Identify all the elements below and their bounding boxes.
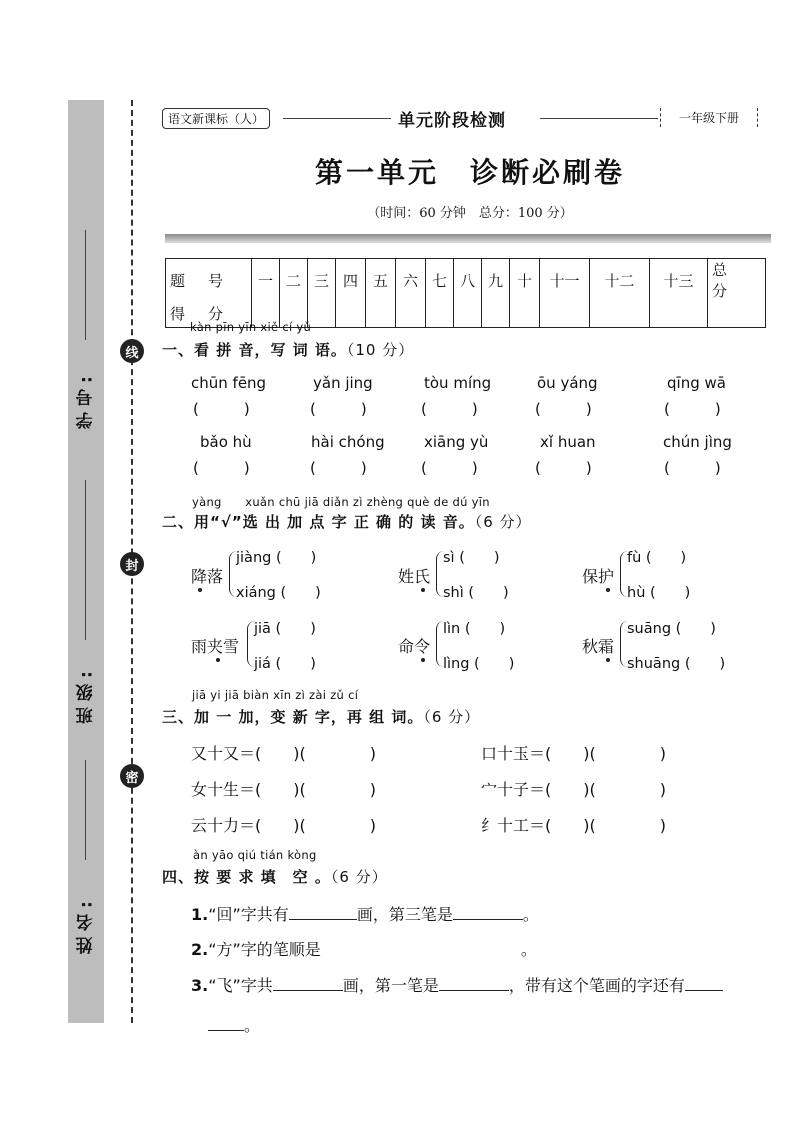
section2-points: （6 分） [474, 513, 532, 531]
reading-option[interactable]: jiá ( ) [254, 656, 316, 672]
q-text: “飞”字共 [208, 976, 273, 995]
pinyin-item: bǎo hù [200, 433, 252, 451]
score-cell[interactable] [366, 301, 396, 327]
answer-paren[interactable]: ( ) [535, 459, 592, 477]
section4-title-text: 四、按 要 求 填 空 。 [162, 868, 331, 886]
score-header-cell: 总 分 [708, 259, 766, 302]
answer-paren[interactable]: ( ) [310, 459, 367, 477]
score-header-cell: 十 [510, 259, 540, 302]
page-subtitle: （时间：60 分钟 总分：100 分） [367, 206, 573, 221]
combine-row[interactable]: 又十又＝( )( ) [191, 744, 376, 763]
answer-paren[interactable]: ( ) [421, 459, 478, 477]
header-title: 单元阶段检测 [398, 111, 506, 131]
emphasis-dot [421, 658, 425, 662]
pinyin-item: tòu míng [424, 374, 492, 392]
pinyin-item: chūn fēng [191, 374, 267, 392]
section4-pinyin: àn yāo qiú tián kòng [193, 848, 317, 862]
choice-word: 命令 [398, 637, 431, 656]
reading-option[interactable]: lìng ( ) [443, 656, 515, 672]
binding-strip [68, 100, 104, 1023]
score-row-label: 得 分 [166, 301, 252, 327]
reading-option[interactable]: shuāng ( ) [627, 656, 726, 672]
reading-option[interactable]: suāng ( ) [627, 621, 716, 637]
section1-title-text: 一、看 拼 音，写 词 语。 [162, 341, 347, 359]
q-number: 1. [191, 905, 209, 924]
combine-row[interactable]: 云十力＝( )( ) [191, 816, 376, 835]
section1-title [162, 339, 414, 360]
pinyin-item: ōu yáng [537, 374, 598, 392]
answer-paren[interactable]: ( ) [664, 459, 721, 477]
q-text: 。 [522, 905, 539, 924]
answer-paren[interactable]: ( ) [310, 400, 367, 418]
class-label: 班级: [76, 665, 97, 725]
choice-word: 秋霜 [582, 637, 615, 656]
id-line [85, 230, 86, 340]
score-header-cell: 五 [366, 259, 396, 302]
q-text: 画，第三笔是 [356, 905, 453, 924]
section3-title-text: 三、加 一 加，变 新 字，再 组 词。 [162, 708, 424, 726]
q-text: 画，第一笔是 [342, 976, 439, 995]
q-text: 。 [520, 940, 537, 959]
section3-title [162, 706, 480, 727]
choice-word: 降落 [191, 567, 224, 586]
fill-question-2 [191, 937, 537, 960]
score-cell[interactable] [650, 301, 708, 327]
answer-blank[interactable] [685, 977, 723, 991]
q-number: 3. [191, 976, 209, 995]
grade-tag: 一年级下册 [660, 108, 758, 127]
combine-row[interactable]: 纟十工＝( )( ) [481, 816, 666, 835]
class-line [85, 480, 86, 640]
answer-blank[interactable] [321, 941, 521, 955]
reading-option[interactable]: xiáng ( ) [236, 585, 321, 601]
pinyin-item: hài chóng [311, 433, 385, 451]
q-number: 2. [191, 940, 209, 959]
answer-blank[interactable] [453, 906, 523, 920]
reading-option[interactable]: jiàng ( ) [236, 550, 317, 566]
section3-pinyin: jiā yi jiā biàn xīn zì zài zǔ cí [192, 688, 359, 702]
answer-paren[interactable]: ( ) [535, 400, 592, 418]
score-cell[interactable] [396, 301, 426, 327]
score-header-cell: 九 [482, 259, 510, 302]
score-cell[interactable] [510, 301, 540, 327]
score-cell[interactable] [590, 301, 650, 327]
score-header-cell: 八 [454, 259, 482, 302]
emphasis-dot [606, 588, 610, 592]
answer-paren[interactable]: ( ) [664, 400, 721, 418]
combine-row[interactable]: 口十玉＝( )( ) [481, 744, 666, 763]
seal-line-mark: 线 [120, 339, 144, 363]
q-text: 。 [244, 1016, 261, 1035]
score-header-cell: 十二 [590, 259, 650, 302]
course-tag: 语文新课标（人） [162, 108, 270, 129]
seal-secret-mark: 密 [120, 764, 144, 788]
section2-title [162, 511, 532, 532]
pinyin-item: chún jìng [663, 433, 732, 451]
reading-option[interactable]: shì ( ) [443, 585, 509, 601]
score-header-cell: 题 号 [166, 259, 252, 302]
answer-blank[interactable] [289, 906, 357, 920]
pinyin-item: xǐ huan [540, 433, 596, 451]
answer-paren[interactable]: ( ) [421, 400, 478, 418]
score-table [165, 258, 766, 328]
answer-paren[interactable]: ( ) [193, 459, 250, 477]
score-header-cell: 二 [280, 259, 308, 302]
fill-question-3-cont [208, 1013, 260, 1036]
answer-blank[interactable] [208, 1017, 244, 1031]
pinyin-item: yǎn jing [313, 374, 373, 392]
score-cell[interactable] [482, 301, 510, 327]
score-cell[interactable] [708, 301, 766, 327]
emphasis-dot [421, 588, 425, 592]
reading-option[interactable]: jiā ( ) [254, 621, 316, 637]
section4-title [162, 866, 388, 887]
answer-paren[interactable]: ( ) [193, 400, 250, 418]
combine-row[interactable]: 宀十子＝( )( ) [481, 780, 666, 799]
score-header-cell: 一 [252, 259, 280, 302]
reading-option[interactable]: hù ( ) [627, 585, 691, 601]
reading-option[interactable]: sì ( ) [443, 550, 500, 566]
score-cell[interactable] [336, 301, 366, 327]
score-header-cell: 三 [308, 259, 336, 302]
score-cell[interactable] [540, 301, 590, 327]
score-header-cell: 七 [426, 259, 454, 302]
pinyin-item: xiāng yù [424, 433, 489, 451]
reading-option[interactable]: lìn ( ) [443, 621, 506, 637]
score-header-row [166, 259, 766, 302]
header-rule-left [283, 118, 391, 119]
q-text: “方”字的笔顺是 [208, 940, 321, 959]
score-header-cell: 十三 [650, 259, 708, 302]
emphasis-dot [606, 658, 610, 662]
score-cell[interactable] [454, 301, 482, 327]
score-cell[interactable] [308, 301, 336, 327]
section4-points: （6 分） [330, 868, 388, 886]
header-rule-right [540, 118, 658, 119]
score-header-cell: 四 [336, 259, 366, 302]
section3-points: （6 分） [423, 708, 481, 726]
page-title: 第一单元 诊断必刷卷 [314, 156, 625, 189]
combine-row[interactable]: 女十生＝( )( ) [191, 780, 376, 799]
section1-points: （10 分） [346, 341, 415, 359]
name-label: 姓名: [76, 895, 97, 955]
header-band [165, 234, 771, 243]
choice-word: 姓氏 [398, 567, 431, 586]
emphasis-dot [198, 588, 202, 592]
choice-word: 雨夹雪 [191, 637, 240, 656]
reading-option[interactable]: fù ( ) [627, 550, 687, 566]
score-header-cell: 十一 [540, 259, 590, 302]
score-header-cell: 六 [396, 259, 426, 302]
fill-question-3 [191, 973, 723, 996]
section1-pinyin: kàn pīn yīn xiě cí yǔ [190, 320, 312, 334]
section2-title-text: 二、用“√”选 出 加 点 字 正 确 的 读 音。 [162, 513, 475, 531]
seal-seal-mark: 封 [120, 552, 144, 576]
answer-blank[interactable] [273, 977, 343, 991]
answer-blank[interactable] [439, 977, 509, 991]
choice-word: 保护 [582, 567, 615, 586]
score-cell[interactable] [426, 301, 454, 327]
student-id-label: 学号: [76, 370, 97, 430]
q-text: “回”字共有 [208, 905, 289, 924]
section2-pinyin: yàng xuǎn chū jiā diǎn zì zhèng què de dú yīn [192, 495, 490, 509]
fill-question-1 [191, 902, 539, 925]
pinyin-item: qīng wā [667, 374, 726, 392]
name-line [85, 760, 86, 860]
emphasis-dot [216, 658, 220, 662]
q-text: ，带有这个笔画的字还有 [508, 976, 685, 995]
